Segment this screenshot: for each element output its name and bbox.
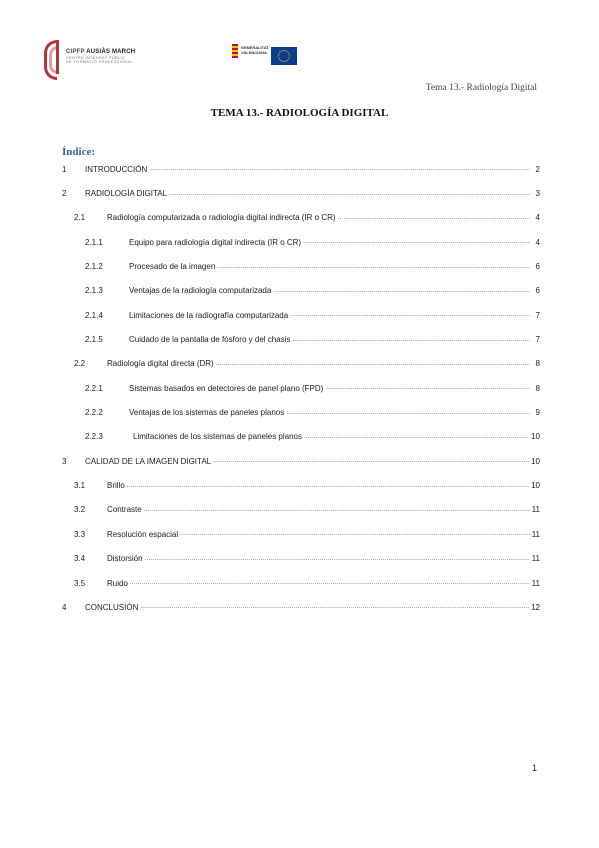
toc-title: RADIOLOGÍA DIGITAL (85, 189, 168, 199)
toc-leader (140, 604, 529, 610)
page-number: 1 (531, 763, 537, 773)
toc-entry[interactable] (62, 303, 540, 327)
toc-number: 2.1.1 (85, 237, 103, 247)
table-of-contents (62, 157, 540, 620)
toc-page: 9 (535, 408, 540, 418)
toc-title: Resolución espacial (107, 529, 179, 539)
toc-page: 10 (531, 456, 540, 466)
toc-number: 3.2 (74, 505, 86, 515)
toc-page: 4 (535, 213, 540, 223)
page-title: TEMA 13.- RADIOLOGÍA DIGITAL (210, 107, 389, 119)
eu-flag-icon (271, 47, 297, 65)
cipfp-emblem-icon (44, 38, 60, 76)
toc-entry[interactable] (62, 400, 540, 424)
toc-entry[interactable] (62, 230, 540, 254)
toc-page: 10 (531, 481, 540, 491)
toc-title: Limitaciones de los sistemas de paneles planos (133, 432, 302, 442)
toc-entry[interactable] (62, 473, 540, 497)
toc-entry[interactable] (62, 327, 540, 351)
toc-leader (325, 385, 530, 391)
toc-title: Radiología digital directa (DR) (107, 359, 214, 369)
toc-entry[interactable] (62, 571, 540, 595)
toc-leader (216, 361, 530, 367)
toc-page: 7 (535, 310, 540, 320)
toc-page: 2 (535, 164, 540, 174)
toc-entry[interactable] (62, 449, 540, 473)
toc-title: Ruido (107, 578, 128, 588)
toc-number: 3 (62, 456, 67, 466)
toc-leader (273, 288, 530, 294)
toc-title: Procesado de la imagen (129, 262, 216, 272)
toc-leader (130, 580, 530, 586)
toc-number: 2.1.3 (85, 286, 103, 296)
toc-page: 11 (531, 505, 540, 515)
toc-leader (304, 434, 529, 440)
toc-leader (290, 312, 530, 318)
toc-entry[interactable] (62, 181, 540, 205)
toc-page: 11 (531, 529, 540, 539)
cipfp-sub-1: CENTRE INTEGRAT PÚBLIC (66, 56, 126, 61)
toc-title: Contraste (107, 505, 142, 515)
toc-number: 2.2 (74, 359, 86, 369)
toc-page: 11 (531, 554, 540, 564)
toc-leader (286, 410, 530, 416)
toc-page: 12 (531, 602, 540, 612)
toc-page: 6 (535, 286, 540, 296)
toc-number: 2.2.2 (85, 408, 103, 418)
toc-entry[interactable] (62, 157, 540, 181)
running-header: Tema 13.- Radiología Digital (425, 83, 537, 93)
toc-title: Ventajas de los sistemas de paneles planos (129, 408, 285, 418)
toc-page: 10 (531, 432, 540, 442)
toc-leader (180, 531, 530, 537)
toc-leader (217, 264, 530, 270)
cipfp-name: AUSIÀS MARCH (86, 49, 136, 56)
toc-number: 2 (62, 189, 67, 199)
toc-leader (292, 337, 530, 343)
toc-entry[interactable] (62, 522, 540, 546)
toc-page: 4 (535, 237, 540, 247)
toc-leader (149, 166, 530, 172)
gv-line-2: VALENCIANA (241, 50, 267, 55)
eu-stars-icon (278, 50, 290, 62)
toc-page: 11 (531, 578, 540, 588)
toc-title: Equipo para radiología digital indirecta (IR o CR) (129, 237, 302, 247)
toc-number: 3.1 (74, 481, 86, 491)
toc-page: 8 (535, 383, 540, 393)
toc-entry[interactable] (62, 206, 540, 230)
toc-number: 2.2.1 (85, 383, 103, 393)
toc-leader (213, 458, 529, 464)
toc-title: CONCLUSIÓN (85, 602, 139, 612)
toc-title: Cuidado de la pantalla de fósforo y del chasis (129, 335, 291, 345)
toc-title: INTRODUCCIÓN (85, 164, 148, 174)
toc-number: 3.4 (74, 554, 86, 564)
toc-leader (127, 483, 529, 489)
toc-number: 4 (62, 602, 67, 612)
toc-entry[interactable] (62, 279, 540, 303)
gv-line-1: GENERALITAT (241, 45, 269, 51)
toc-number: 2.1.2 (85, 262, 103, 272)
toc-page: 6 (535, 262, 540, 272)
index-heading: Índice: (62, 146, 95, 158)
toc-leader (145, 556, 530, 562)
toc-title: Limitaciones de la radiografía computarizada (129, 310, 289, 320)
cipfp-logo (44, 36, 135, 78)
toc-title: Ventajas de la radiología computarizada (129, 286, 272, 296)
generalitat-emblem-icon (232, 44, 238, 58)
toc-entry[interactable] (62, 376, 540, 400)
toc-number: 2.1.4 (85, 310, 103, 320)
toc-leader (169, 191, 530, 197)
toc-number: 3.5 (74, 578, 86, 588)
toc-number: 3.3 (74, 529, 86, 539)
toc-number: 2.1 (74, 213, 86, 223)
cipfp-prefix: CIPFP (66, 49, 85, 56)
toc-entry[interactable] (62, 425, 540, 449)
toc-page: 8 (535, 359, 540, 369)
toc-title: CALIDAD DE LA IMAGEN DIGITAL (85, 456, 212, 466)
toc-title: Brillo (107, 481, 125, 491)
toc-leader (303, 239, 530, 245)
toc-entry[interactable] (62, 498, 540, 522)
cipfp-sub-2: DE FORMACIÓ PROFESSIONAL (66, 60, 133, 65)
toc-title: Radiología computarizada o radiología digital indirecta (IR o CR) (107, 213, 336, 223)
generalitat-logo (232, 44, 269, 58)
toc-entry[interactable] (62, 547, 540, 571)
toc-number: 2.2.3 (85, 432, 103, 442)
toc-leader (144, 507, 530, 513)
toc-number: 2.1.5 (85, 335, 103, 345)
toc-entry[interactable] (62, 595, 540, 619)
toc-title: Distorsión (107, 554, 143, 564)
toc-entry[interactable] (62, 352, 540, 376)
toc-entry[interactable] (62, 254, 540, 278)
toc-title: Sistemas basados en detectores de panel plano (FPD) (129, 383, 324, 393)
toc-leader (338, 215, 530, 221)
toc-page: 3 (535, 189, 540, 199)
toc-number: 1 (62, 164, 67, 174)
toc-page: 7 (535, 335, 540, 345)
